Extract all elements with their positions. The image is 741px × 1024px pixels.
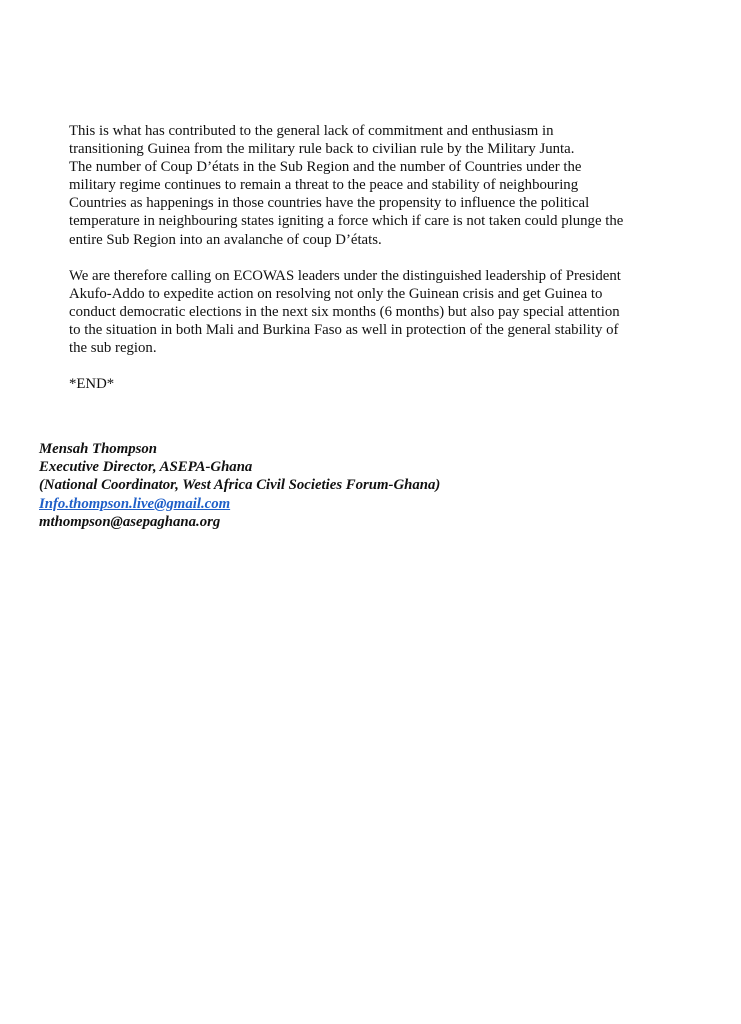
paragraph-line: The number of Coup D’états in the Sub Region and the number of Countries under the: [69, 159, 582, 176]
email-link[interactable]: Info.thompson.live@gmail.com: [39, 495, 231, 512]
paragraph-2: [69, 267, 687, 357]
paragraph-line: to the situation in both Mali and Burkina Faso as well in protection of the general stability of: [69, 321, 619, 338]
end-marker: *END*: [69, 376, 115, 393]
paragraph-line: Akufo-Addo to expedite action on resolving not only the Guinean crisis and get Guinea to: [69, 285, 603, 302]
signatory-title: Executive Director, ASEPA-Ghana: [39, 459, 253, 476]
signatory-role: (National Coordinator, West Africa Civil Societies Forum-Ghana): [39, 477, 441, 494]
signatory-name: Mensah Thompson: [39, 441, 157, 457]
paragraph-line: Countries as happenings in those countries have the propensity to influence the political: [69, 195, 590, 212]
email-link-line: [39, 495, 639, 513]
paragraph-line: military regime continues to remain a threat to the peace and stability of neighbouring: [69, 177, 579, 194]
paragraph-line: the sub region.: [69, 340, 157, 357]
paragraph-line: temperature in neighbouring states igniting a force which if care is not taken could plunge the: [69, 213, 624, 230]
paragraph-1: [69, 122, 687, 249]
press-statement-body: [69, 122, 687, 393]
paragraph-line: conduct democratic elections in the next six months (6 months) but also pay special attention: [69, 303, 620, 320]
signature-block: [39, 440, 639, 531]
paragraph-line: transitioning Guinea from the military rule back to civilian rule by the Military Junta.: [69, 141, 575, 158]
email-plain: mthompson@asepaghana.org: [39, 513, 221, 530]
paragraph-line: We are therefore calling on ECOWAS leaders under the distinguished leadership of President: [69, 267, 621, 284]
paragraph-line: entire Sub Region into an avalanche of coup D’états.: [69, 231, 382, 248]
paragraph-line: This is what has contributed to the general lack of commitment and enthusiasm in: [69, 123, 554, 139]
